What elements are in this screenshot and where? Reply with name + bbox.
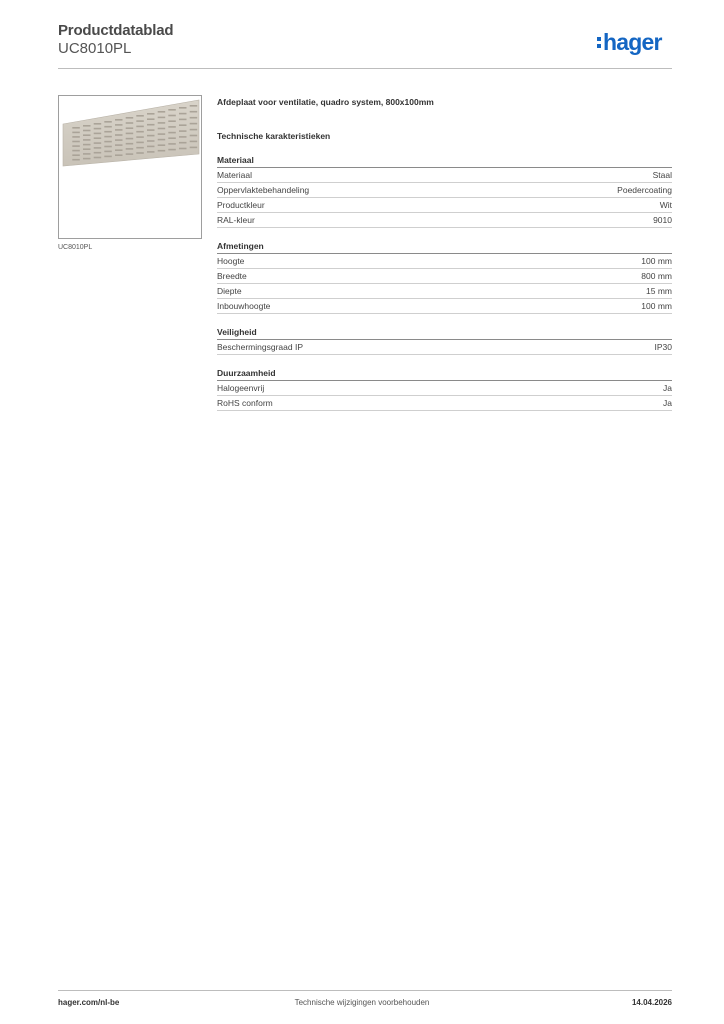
row-label: Beschermingsgraad IP bbox=[217, 342, 303, 352]
vent-slot bbox=[168, 137, 176, 139]
group-title: Materiaal bbox=[217, 154, 672, 168]
vent-slot bbox=[115, 119, 123, 121]
vent-slot bbox=[115, 124, 123, 126]
vent-slot bbox=[158, 133, 166, 135]
vent-slot bbox=[190, 123, 198, 125]
vent-slot bbox=[136, 136, 144, 138]
vent-slot bbox=[83, 144, 91, 146]
vent-slot bbox=[115, 154, 123, 156]
vent-slot bbox=[104, 156, 112, 158]
vent-slot bbox=[72, 154, 80, 156]
vent-slot bbox=[158, 144, 166, 146]
vent-slot bbox=[83, 148, 91, 150]
product-description: Afdeplaat voor ventilatie, quadro system, 800x100mm bbox=[217, 97, 434, 107]
vent-slot bbox=[136, 120, 144, 122]
vent-slot bbox=[115, 129, 123, 131]
vent-slot bbox=[83, 125, 91, 127]
vent-slot bbox=[168, 115, 176, 117]
vent-slot bbox=[158, 128, 166, 130]
vent-slot bbox=[72, 127, 80, 129]
vent-slot bbox=[168, 109, 176, 111]
vent-slot bbox=[104, 126, 112, 128]
row-value: 100 mm bbox=[641, 301, 672, 311]
vent-slot bbox=[115, 144, 123, 146]
logo-dots-icon bbox=[597, 37, 601, 48]
vent-slot bbox=[83, 139, 91, 141]
vent-slot bbox=[83, 130, 91, 132]
table-row bbox=[217, 381, 672, 396]
table-row bbox=[217, 299, 672, 314]
group-title: Afmetingen bbox=[217, 240, 672, 254]
vent-slot bbox=[190, 105, 198, 107]
vent-slot bbox=[147, 140, 155, 142]
vent-slot bbox=[126, 148, 134, 150]
image-caption: UC8010PL bbox=[58, 244, 93, 251]
vent-slot bbox=[72, 136, 80, 138]
vent-slot bbox=[147, 151, 155, 153]
page-title: Productdatablad bbox=[58, 22, 174, 39]
vent-slot bbox=[147, 146, 155, 148]
vent-slot bbox=[168, 132, 176, 134]
vent-slot bbox=[72, 150, 80, 152]
vent-slot bbox=[94, 142, 102, 144]
row-label: RoHS conform bbox=[217, 398, 273, 408]
vent-slot bbox=[158, 111, 166, 113]
vent-slot bbox=[104, 146, 112, 148]
row-value: 100 mm bbox=[641, 256, 672, 266]
vent-slot bbox=[126, 138, 134, 140]
row-label: RAL-kleur bbox=[217, 215, 255, 225]
vent-slot bbox=[136, 131, 144, 133]
vent-slot bbox=[179, 148, 187, 150]
row-label: Diepte bbox=[217, 286, 242, 296]
vent-slot bbox=[83, 153, 91, 155]
row-label: Halogeenvrij bbox=[217, 383, 265, 393]
vent-slot bbox=[190, 135, 198, 137]
table-row bbox=[217, 213, 672, 228]
vent-slot bbox=[94, 133, 102, 135]
product-image bbox=[58, 95, 202, 239]
hager-logo[interactable] bbox=[597, 28, 662, 56]
vent-slot bbox=[94, 147, 102, 149]
vent-slot bbox=[190, 111, 198, 113]
footer-divider bbox=[58, 990, 672, 991]
vent-slot bbox=[190, 141, 198, 143]
group-veiligheid bbox=[217, 326, 672, 355]
vent-slot bbox=[126, 122, 134, 124]
table-row bbox=[217, 168, 672, 183]
vent-slot bbox=[94, 152, 102, 154]
vent-slot bbox=[126, 117, 134, 119]
section-title: Technische karakteristieken bbox=[217, 131, 331, 141]
vent-slot bbox=[72, 141, 80, 143]
row-value: 800 mm bbox=[641, 271, 672, 281]
row-value: Ja bbox=[663, 398, 672, 408]
table-row bbox=[217, 183, 672, 198]
vent-slot bbox=[168, 143, 176, 145]
vent-slot bbox=[158, 122, 166, 124]
vent-slot bbox=[168, 149, 176, 151]
table-row bbox=[217, 284, 672, 299]
vent-slot bbox=[190, 129, 198, 131]
ventilation-plate-icon bbox=[59, 96, 201, 238]
vent-slot bbox=[83, 158, 91, 160]
group-duurzaamheid bbox=[217, 367, 672, 411]
vent-slot bbox=[104, 151, 112, 153]
vent-slot bbox=[179, 142, 187, 144]
vent-slot bbox=[115, 149, 123, 151]
vent-slot bbox=[147, 135, 155, 137]
vent-slot bbox=[126, 153, 134, 155]
row-label: Inbouwhoogte bbox=[217, 301, 271, 311]
vent-slot bbox=[179, 124, 187, 126]
specifications bbox=[217, 96, 672, 411]
row-label: Productkleur bbox=[217, 200, 265, 210]
vent-slot bbox=[136, 142, 144, 144]
vent-slot bbox=[72, 145, 80, 147]
table-row bbox=[217, 198, 672, 213]
row-value: Staal bbox=[652, 170, 672, 180]
vent-slot bbox=[136, 126, 144, 128]
vent-slot bbox=[126, 127, 134, 129]
footer-website-link[interactable]: hager.com/nl-be bbox=[58, 998, 120, 1007]
vent-slot bbox=[94, 128, 102, 130]
vent-slot bbox=[179, 119, 187, 121]
vent-slot bbox=[136, 115, 144, 117]
vent-slot bbox=[190, 117, 198, 119]
product-code: UC8010PL bbox=[58, 40, 132, 57]
row-value: IP30 bbox=[654, 342, 672, 352]
row-value: Ja bbox=[663, 383, 672, 393]
vent-slot bbox=[179, 130, 187, 132]
vent-slot bbox=[168, 126, 176, 128]
group-materiaal bbox=[217, 154, 672, 228]
vent-slot bbox=[136, 147, 144, 149]
vent-slot bbox=[190, 147, 198, 149]
vent-slot bbox=[115, 139, 123, 141]
table-row bbox=[217, 396, 672, 411]
row-label: Breedte bbox=[217, 271, 247, 281]
footer-date: 14.04.2026 bbox=[631, 998, 672, 1007]
vent-slot bbox=[72, 159, 80, 161]
vent-slot bbox=[104, 131, 112, 133]
row-label: Materiaal bbox=[217, 170, 252, 180]
vent-slot bbox=[179, 136, 187, 138]
vent-slot bbox=[147, 129, 155, 131]
vent-slot bbox=[83, 134, 91, 136]
vent-slot bbox=[104, 121, 112, 123]
logo-text: hager bbox=[603, 28, 662, 55]
vent-slot bbox=[94, 157, 102, 159]
vent-slot bbox=[158, 150, 166, 152]
group-title: Veiligheid bbox=[217, 326, 672, 340]
row-value: Wit bbox=[659, 200, 672, 210]
vent-slot bbox=[104, 136, 112, 138]
vent-slot bbox=[147, 113, 155, 115]
vent-slot bbox=[72, 132, 80, 134]
row-value: Poedercoating bbox=[617, 185, 672, 195]
vent-slot bbox=[179, 107, 187, 109]
vent-slot bbox=[147, 124, 155, 126]
vent-slot bbox=[179, 113, 187, 115]
vent-slot bbox=[136, 152, 144, 154]
vent-slot bbox=[94, 137, 102, 139]
table-row bbox=[217, 254, 672, 269]
vent-slot bbox=[158, 117, 166, 119]
vent-slot bbox=[115, 134, 123, 136]
vent-slot bbox=[104, 141, 112, 143]
group-afmetingen bbox=[217, 240, 672, 314]
row-value: 15 mm bbox=[646, 286, 672, 296]
vent-slot bbox=[126, 133, 134, 135]
row-label: Oppervlaktebehandeling bbox=[217, 185, 310, 195]
vent-slot bbox=[158, 139, 166, 141]
vent-slot bbox=[126, 143, 134, 145]
vent-slot bbox=[94, 123, 102, 125]
header-divider bbox=[58, 68, 672, 69]
table-row bbox=[217, 269, 672, 284]
row-value: 9010 bbox=[653, 215, 672, 225]
table-row bbox=[217, 340, 672, 355]
footer-disclaimer: Technische wijzigingen voorbehouden bbox=[294, 998, 430, 1007]
row-label: Hoogte bbox=[217, 256, 245, 266]
group-title: Duurzaamheid bbox=[217, 367, 672, 381]
vent-slot bbox=[147, 118, 155, 120]
vent-slot bbox=[168, 120, 176, 122]
